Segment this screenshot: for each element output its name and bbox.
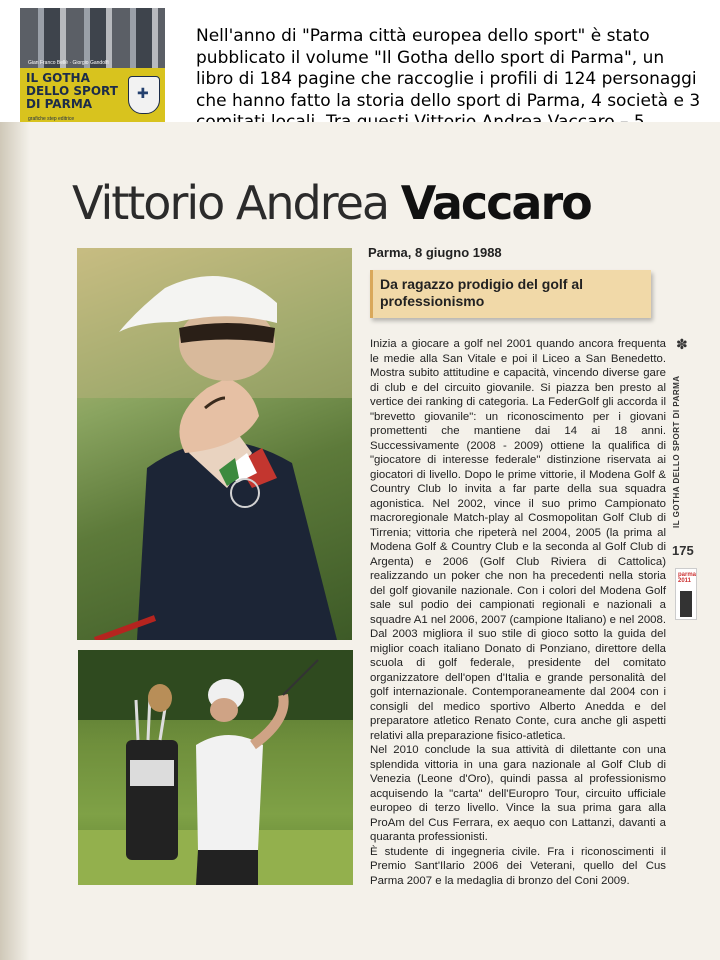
- side-event-logo: parma 2011: [675, 568, 697, 620]
- article-paragraph: È studente di ingegneria civile. Fra i riconoscimenti il Premio Sant'Ilario 2006 dei Veterani, quello del Cus Parma 2007 e la medaglia di bronzo del Coni 2009.: [370, 845, 666, 887]
- cover-title: IL GOTHA DELLO SPORT DI PARMA: [26, 71, 118, 111]
- headline-caption: Nell'anno di "Parma città europea dello sport" è stato pubblicato il volume "Il Gotha dello sport di Parma", un libro di 184 pagine che raccoglie i profili di 124 personaggi che hanno fatto la storia dello sport di Parma, 4 società e 3: [196, 26, 701, 111]
- page-number: 175: [672, 543, 694, 558]
- article-paragraph: Nel 2010 conclude la sua attività di dilettante con una splendida vittoria in una gara nazionale al Golf Club di Venezia (Leone d'Oro), quindi passa al professionismo acquisendo la "carta" dell'Europro Tour, circuito ufficiale europeo di terzo livello. Vince la sua prima gara alla ProAm del Cus Ferrara, ex aequo con Lattanzi, davanti a quaranta professionisti.: [370, 744, 666, 843]
- cover-portraits-top: [20, 8, 165, 68]
- golf-swing-illustration: [78, 650, 353, 885]
- golf-swing-photo: [78, 650, 353, 885]
- article-body: [370, 337, 666, 888]
- article-paragraph: Inizia a giocare a golf nel 2001 quando ancora frequenta le medie alla San Vitale e poi il Liceo a San Benedetto. Mostra subito attitudine e capacità, vincendo diverse gare di club e del circuito giovanile. Si piazza ben presto al vertice dei ranking di categoria. La FederGolf gli accorda il "brevetto giovanile": un riconoscimento per i giovani promettenti che mantiene dai 14 ai 18 anni. Successivamente (2008 - 2009) ottiene la qualifica di "giocatore di interesse federale" distinzione riservata ai giocatori di livello. Dopo le prime vittorie, il Modena Golf & Country Club lo invita a far parte della sua squadra agonistica. Nel 2002, vince il suo primo Campionato macroregionale Match-play al Cosmopolitan Golf Club di Tirrenia; vittoria che ripeterà nel 2004, 2005 (la prima al Modena Golf & Country Club e la seconda al Golf Club di Argenta) e 2006 (Golf Club Riviera di Cattolica) realizzando un poker che non ha precedenti nella storia del golf giovanile nazionale. Con i colori del Modena Golf sale sul podio dei campionati regionali e nazionali a squadre A1 nel 2006, 2007 (campione Italiano) e nel 2008. Dal 2003 migliora il suo stile di gioco sotto la guida del miglior coach italiano Donato di Ponziano, direttore della scuola di golf federale, presidente del comitato organizzatore dell'open d'Italia e grande personalità del golf internazionale. Contemporaneamente dal 2004 con i consigli del medico sportivo Alberto Anedda e del preparatore atletico Renato Conte, cura anche gli aspetti relativi alla preparazione fisico-atletica.: [370, 338, 666, 742]
- cover-publisher: grafiche step editrice: [28, 116, 75, 122]
- portrait-photo: [77, 248, 352, 640]
- cover-authors: Gian Franco Bellè · Giorgio Gandolfi: [28, 60, 109, 66]
- article-dateline: Parma, 8 giugno 1988: [368, 245, 502, 260]
- portrait-illustration: [77, 248, 352, 640]
- tower-icon: [680, 591, 692, 617]
- parma-crest-icon: [128, 76, 160, 114]
- side-crest-icon: ✽: [676, 336, 688, 352]
- article-name-title: Vittorio Andrea Vaccaro: [72, 176, 591, 230]
- article-subtitle: Da ragazzo prodigio del golf al professionismo: [380, 276, 584, 309]
- page-spine-shadow: [0, 122, 30, 960]
- side-vertical-title: IL GOTHA DELLO SPORT DI PARMA: [672, 375, 681, 528]
